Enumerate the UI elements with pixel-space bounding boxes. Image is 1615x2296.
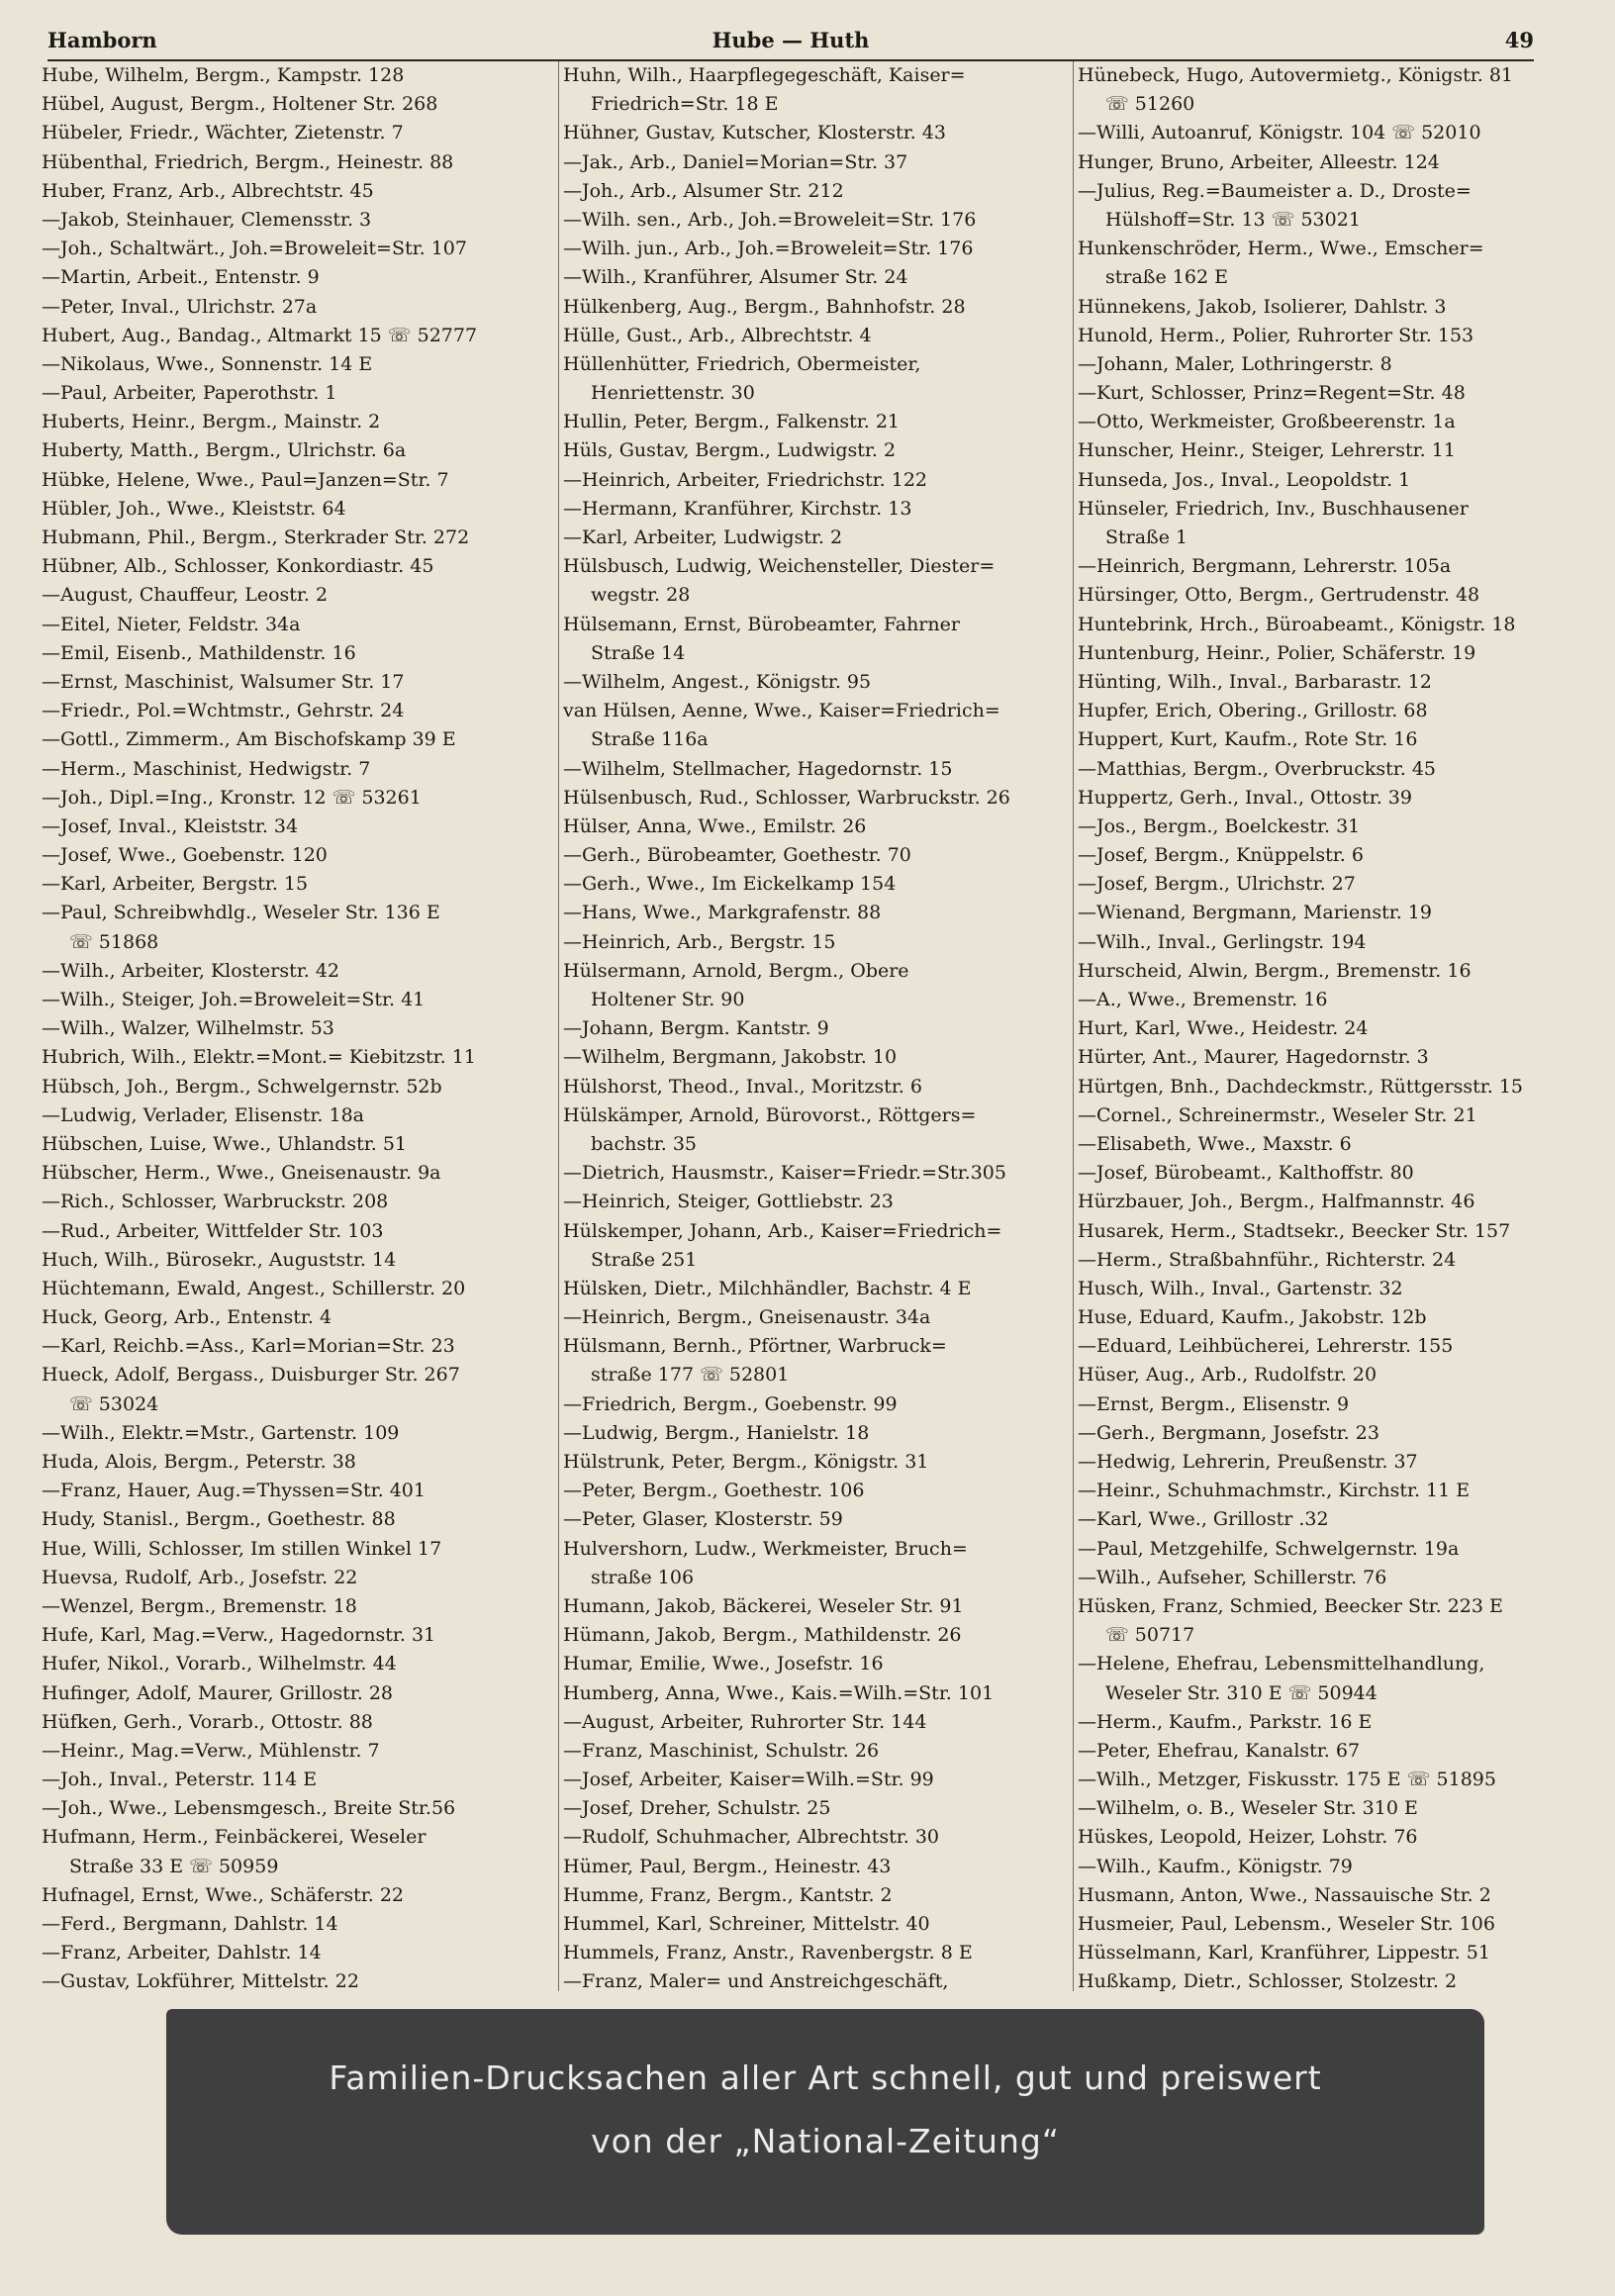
page-header [48, 20, 1534, 61]
directory-entry: Hummel, Karl, Schreiner, Mittelstr. 40 [563, 1913, 930, 1935]
directory-entry: —Josef, Bürobeamt., Kalthoffstr. 80 [1078, 1162, 1414, 1185]
directory-entry: ☏ 51868 [69, 930, 159, 953]
directory-entry: wegstr. 28 [591, 584, 691, 607]
directory-entry: —Heinrich, Arbeiter, Friedrichstr. 122 [563, 468, 927, 491]
directory-entry: Holtener Str. 90 [591, 989, 745, 1010]
directory-entry: —Dietrich, Hausmstr., Kaiser=Friedr.=Str.305 [563, 1162, 1006, 1185]
directory-entry: Hubrich, Wilh., Elektr.=Mont.= Kiebitzstr. 11 [42, 1046, 476, 1069]
directory-entry: —August, Arbeiter, Ruhrorter Str. 144 [563, 1710, 927, 1733]
directory-entry: —Peter, Bergm., Goethestr. 106 [563, 1480, 865, 1502]
directory-entry: Hübeler, Friedr., Wächter, Zietenstr. 7 [42, 122, 404, 144]
directory-entry: —Eduard, Leihbücherei, Lehrerstr. 155 [1078, 1335, 1454, 1358]
directory-entry: Hünseler, Friedrich, Inv., Buschhausener [1078, 497, 1469, 520]
directory-entry: —Gustav, Lokführer, Mittelstr. 22 [42, 1970, 359, 1991]
directory-entry: —Eitel, Nieter, Feldstr. 34a [42, 613, 301, 635]
directory-entry: —Karl, Arbeiter, Ludwigstr. 2 [563, 526, 843, 548]
directory-entry: —Nikolaus, Wwe., Sonnenstr. 14 E [42, 352, 373, 375]
directory-entry: —Friedrich, Bergm., Goebenstr. 99 [563, 1392, 898, 1415]
directory-entry: —Heinr., Schuhmachmstr., Kirchstr. 11 E [1078, 1480, 1471, 1502]
advertisement-line-1: Familien-Drucksachen aller Art schnell, gut und preiswert [329, 2058, 1322, 2097]
directory-entry: —Helene, Ehefrau, Lebensmittelhandlung, [1078, 1653, 1485, 1675]
directory-entry: —Joh., Inval., Peterstr. 114 E [42, 1769, 318, 1791]
directory-entry: —Herm., Straßbahnführ., Richterstr. 24 [1078, 1248, 1457, 1271]
directory-entry: —Heinr., Mag.=Verw., Mühlenstr. 7 [42, 1739, 380, 1762]
directory-entry: —Gerh., Bürobeamter, Goethestr. 70 [563, 844, 911, 867]
directory-entry: —Josef, Arbeiter, Kaiser=Wilh.=Str. 99 [563, 1769, 934, 1791]
directory-entry: Hurt, Karl, Wwe., Heidestr. 24 [1078, 1017, 1369, 1040]
directory-entry: —Jakob, Steinhauer, Clemensstr. 3 [42, 208, 372, 231]
directory-entry: Hummels, Franz, Anstr., Ravenbergstr. 8 E [563, 1942, 973, 1964]
directory-entry: —Wilh., Kranführer, Alsumer Str. 24 [563, 266, 908, 289]
directory-entry: Humberg, Anna, Wwe., Kais.=Wilh.=Str. 101 [563, 1681, 995, 1704]
directory-entry: —Gerh., Bergmann, Josefstr. 23 [1078, 1421, 1379, 1444]
directory-entry: —Hermann, Kranführer, Kirchstr. 13 [563, 497, 912, 520]
directory-entry: —Martin, Arbeit., Entenstr. 9 [42, 266, 320, 289]
directory-entry: Hürsinger, Otto, Bergm., Gertrudenstr. 48 [1078, 584, 1480, 607]
directory-entry: —Herm., Kaufm., Parkstr. 16 E [1078, 1710, 1373, 1733]
directory-entry: Hulvershorn, Ludw., Werkmeister, Bruch= [563, 1537, 968, 1560]
directory-entry: —Rich., Schlosser, Warbruckstr. 208 [42, 1191, 389, 1213]
directory-entry: Hürtgen, Bnh., Dachdeckmstr., Rüttgersstr. 15 [1078, 1075, 1524, 1098]
directory-entry: straße 106 [591, 1566, 695, 1588]
directory-entry: —Willi, Autoanruf, Königstr. 104 ☏ 52010 [1078, 122, 1481, 144]
directory-entry: —Wilhelm, Angest., Königstr. 95 [563, 670, 872, 693]
column-3 [1073, 61, 1539, 1991]
directory-entry: Hubert, Aug., Bandag., Altmarkt 15 ☏ 52777 [42, 324, 478, 346]
directory-entry: —Ernst, Bergm., Elisenstr. 9 [1078, 1392, 1350, 1415]
directory-entry: —Wilh., Kaufm., Königstr. 79 [1078, 1855, 1353, 1877]
directory-entry: Friedrich=Str. 18 E [591, 93, 779, 116]
directory-entry: Hülsenbusch, Rud., Schlosser, Warbruckstr. 26 [563, 786, 1010, 809]
directory-entry: —Heinrich, Arb., Bergstr. 15 [563, 930, 836, 953]
directory-entry: —Julius, Reg.=Baumeister a. D., Droste= [1078, 179, 1472, 202]
directory-entry: Hümann, Jakob, Bergm., Mathildenstr. 26 [563, 1624, 962, 1647]
directory-entry: Huppert, Kurt, Kaufm., Rote Str. 16 [1078, 728, 1418, 751]
directory-entry: Huberty, Matth., Bergm., Ulrichstr. 6a [42, 439, 407, 462]
directory-entry: Hunger, Bruno, Arbeiter, Alleestr. 124 [1078, 150, 1440, 173]
directory-entry: Hüskes, Leopold, Heizer, Lohstr. 76 [1078, 1826, 1418, 1849]
directory-entry: —Wilh. jun., Arb., Joh.=Broweleit=Str. 176 [563, 238, 974, 260]
directory-entry: —Emil, Eisenb., Mathildenstr. 16 [42, 641, 356, 664]
directory-entry: Hufinger, Adolf, Maurer, Grillostr. 28 [42, 1681, 394, 1704]
directory-entry: ☏ 50717 [1105, 1624, 1195, 1647]
directory-entry: —A., Wwe., Bremenstr. 16 [1078, 989, 1328, 1010]
page-number: 49 [1504, 28, 1534, 52]
directory-entry: —Rud., Arbeiter, Wittfelder Str. 103 [42, 1219, 384, 1242]
directory-entry: —Peter, Glaser, Klosterstr. 59 [563, 1508, 843, 1531]
directory-entry: —Franz, Arbeiter, Dahlstr. 14 [42, 1942, 322, 1964]
column-1 [42, 61, 546, 1991]
directory-entry: Weseler Str. 310 E ☏ 50944 [1105, 1681, 1378, 1704]
directory-entry: Huck, Georg, Arb., Entenstr. 4 [42, 1306, 332, 1329]
directory-entry: —Heinrich, Steiger, Gottliebstr. 23 [563, 1191, 894, 1213]
directory-entry: —Wilh., Aufseher, Schillerstr. 76 [1078, 1566, 1387, 1588]
directory-entry: Straße 14 [591, 641, 686, 664]
directory-entry: Hünebeck, Hugo, Autovermietg., Königstr. 81 [1078, 64, 1513, 86]
directory-entry: bachstr. 35 [591, 1132, 698, 1155]
directory-entry: Hülkenberg, Aug., Bergm., Bahnhofstr. 28 [563, 295, 966, 318]
directory-entry: Hülsbusch, Ludwig, Weichensteller, Diester= [563, 555, 996, 578]
directory-entry: Huevsa, Rudolf, Arb., Josefstr. 22 [42, 1566, 358, 1588]
directory-entry: —Joh., Wwe., Lebensmgesch., Breite Str.56 [42, 1797, 456, 1820]
directory-entry: —Wilh., Inval., Gerlingstr. 194 [1078, 930, 1367, 953]
directory-entry: Hübner, Alb., Schlosser, Konkordiastr. 45 [42, 555, 434, 578]
directory-entry: Hülstrunk, Peter, Bergm., Königstr. 31 [563, 1451, 929, 1473]
directory-entry: Hube, Wilhelm, Bergm., Kampstr. 128 [42, 64, 405, 86]
directory-entry: —Otto, Werkmeister, Großbeerenstr. 1a [1078, 411, 1456, 433]
directory-entry: Hupfer, Erich, Obering., Grillostr. 68 [1078, 700, 1428, 722]
directory-entry: —Heinrich, Bergm., Gneisenaustr. 34a [563, 1306, 931, 1329]
directory-entry: Hufmann, Herm., Feinbäckerei, Weseler [42, 1826, 427, 1849]
directory-entry: Hübenthal, Friedrich, Bergm., Heinestr. 88 [42, 150, 454, 173]
directory-entry: —Wilh., Walzer, Wilhelmstr. 53 [42, 1017, 334, 1040]
directory-entry: —Wienand, Bergmann, Marienstr. 19 [1078, 902, 1432, 924]
directory-entry: Huntebrink, Hrch., Büroabeamt., Königstr. 18 [1078, 613, 1516, 635]
directory-entry: —Jos., Bergm., Boelckestr. 31 [1078, 814, 1361, 837]
directory-entry: Hünnekens, Jakob, Isolierer, Dahlstr. 3 [1078, 295, 1447, 318]
directory-entry: Hunscher, Heinr., Steiger, Lehrerstr. 11 [1078, 439, 1456, 462]
directory-entry: —Johann, Maler, Lothringerstr. 8 [1078, 352, 1392, 375]
directory-entry: —Ferd., Bergmann, Dahlstr. 14 [42, 1913, 338, 1935]
directory-entry: —Karl, Arbeiter, Bergstr. 15 [42, 873, 309, 896]
directory-entry: Hullin, Peter, Bergm., Falkenstr. 21 [563, 411, 900, 433]
header-range: Hube — Huth [712, 28, 870, 52]
directory-entry: —Franz, Maler= und Anstreichgeschäft, [563, 1970, 949, 1991]
column-2 [558, 61, 1064, 1991]
directory-entry: Hülle, Gust., Arb., Albrechtstr. 4 [563, 324, 872, 346]
directory-entry: Hudy, Stanisl., Bergm., Goethestr. 88 [42, 1508, 396, 1531]
directory-entry: Hüsken, Franz, Schmied, Beecker Str. 223 E [1078, 1594, 1503, 1617]
directory-entry: —Wilh., Elektr.=Mstr., Gartenstr. 109 [42, 1421, 400, 1444]
directory-entry: —Franz, Hauer, Aug.=Thyssen=Str. 401 [42, 1480, 426, 1502]
directory-entry: Straße 116a [591, 728, 709, 751]
directory-entry: —Rudolf, Schuhmacher, Albrechtstr. 30 [563, 1826, 939, 1849]
directory-entry: —Paul, Arbeiter, Paperothstr. 1 [42, 382, 337, 405]
directory-entry: Huberts, Heinr., Bergm., Mainstr. 2 [42, 411, 381, 433]
directory-entry: Hünting, Wilh., Inval., Barbarastr. 12 [1078, 670, 1432, 693]
directory-entry: —Karl, Wwe., Grillostr .32 [1078, 1508, 1329, 1531]
directory-entry: Husmann, Anton, Wwe., Nassauische Str. 2 [1078, 1883, 1491, 1906]
directory-entry: Huch, Wilh., Bürosekr., Auguststr. 14 [42, 1248, 397, 1271]
directory-entry: ☏ 51260 [1105, 93, 1195, 116]
directory-entry: —Josef, Bergm., Ulrichstr. 27 [1078, 873, 1356, 896]
directory-entry: Hülsermann, Arnold, Bergm., Obere [563, 959, 909, 982]
directory-entry: Hülshoff=Str. 13 ☏ 53021 [1105, 208, 1361, 231]
directory-entry: —Friedr., Pol.=Wchtmstr., Gehrstr. 24 [42, 700, 405, 722]
directory-entry: Huda, Alois, Bergm., Peterstr. 38 [42, 1451, 356, 1473]
directory-entry: Husarek, Herm., Stadtsekr., Beecker Str. 157 [1078, 1219, 1511, 1242]
directory-entry: —Wenzel, Bergm., Bremenstr. 18 [42, 1594, 357, 1617]
directory-entry: van Hülsen, Aenne, Wwe., Kaiser=Friedrich= [563, 700, 1000, 722]
directory-entry: Hühner, Gustav, Kutscher, Klosterstr. 43 [563, 122, 946, 144]
directory-entry: Hübschen, Luise, Wwe., Uhlandstr. 51 [42, 1132, 408, 1155]
directory-entry: —Paul, Schreibwhdlg., Weseler Str. 136 E [42, 902, 440, 924]
directory-entry: Hülskemper, Johann, Arb., Kaiser=Friedrich= [563, 1219, 1002, 1242]
directory-entry: Hüchtemann, Ewald, Angest., Schillerstr. 20 [42, 1277, 466, 1299]
directory-entry: Henriettenstr. 30 [591, 382, 755, 405]
directory-entry: —Josef, Inval., Kleiststr. 34 [42, 814, 299, 837]
directory-entry: Hübscher, Herm., Wwe., Gneisenaustr. 9a [42, 1162, 441, 1185]
directory-entry: —Cornel., Schreinermstr., Weseler Str. 21 [1078, 1103, 1477, 1126]
directory-entry: —Joh., Arb., Alsumer Str. 212 [563, 179, 844, 202]
directory-entry: —Peter, Inval., Ulrichstr. 27a [42, 295, 318, 318]
directory-entry: Huntenburg, Heinr., Polier, Schäferstr. 19 [1078, 641, 1476, 664]
directory-entry: —Ludwig, Verlader, Elisenstr. 18a [42, 1103, 365, 1126]
directory-entry: Straße 1 [1105, 526, 1188, 548]
directory-entry: straße 177 ☏ 52801 [591, 1364, 790, 1387]
directory-entry: —Wilhelm, Stellmacher, Hagedornstr. 15 [563, 757, 953, 780]
directory-entry: Husmeier, Paul, Lebensm., Weseler Str. 106 [1078, 1913, 1495, 1935]
directory-entry: Hübel, August, Bergm., Holtener Str. 268 [42, 93, 438, 116]
directory-entry: Hufer, Nikol., Vorarb., Wilhelmstr. 44 [42, 1653, 397, 1675]
directory-entry: —Wilh., Steiger, Joh.=Broweleit=Str. 41 [42, 989, 426, 1010]
directory-entry: —Herm., Maschinist, Hedwigstr. 7 [42, 757, 371, 780]
directory-entry: straße 162 E [1105, 266, 1228, 289]
advertisement-banner [166, 2009, 1484, 2235]
directory-entry: Hüsselmann, Karl, Kranführer, Lippestr. 51 [1078, 1942, 1490, 1964]
directory-entry: Hunold, Herm., Polier, Ruhrorter Str. 153 [1078, 324, 1474, 346]
directory-entry: Hülsmann, Bernh., Pförtner, Warbruck= [563, 1335, 947, 1358]
directory-entry: Humar, Emilie, Wwe., Josefstr. 16 [563, 1653, 884, 1675]
directory-entry: Hüls, Gustav, Bergm., Ludwigstr. 2 [563, 439, 897, 462]
directory-entry: —Joh., Schaltwärt., Joh.=Broweleit=Str. 107 [42, 238, 467, 260]
directory-entry: —Kurt, Schlosser, Prinz=Regent=Str. 48 [1078, 382, 1466, 405]
directory-entry: —Paul, Metzgehilfe, Schwelgernstr. 19a [1078, 1537, 1460, 1560]
directory-entry: —Wilhelm, o. B., Weseler Str. 310 E [1078, 1797, 1418, 1820]
directory-entry: —Wilh. sen., Arb., Joh.=Broweleit=Str. 176 [563, 208, 977, 231]
directory-entry: Hurscheid, Alwin, Bergm., Bremenstr. 16 [1078, 959, 1472, 982]
directory-entry: —Jak., Arb., Daniel=Morian=Str. 37 [563, 150, 908, 173]
directory-entry: —Matthias, Bergm., Overbruckstr. 45 [1078, 757, 1437, 780]
directory-entry: Hüser, Aug., Arb., Rudolfstr. 20 [1078, 1364, 1378, 1387]
directory-entry: Hufe, Karl, Mag.=Verw., Hagedornstr. 31 [42, 1624, 436, 1647]
directory-columns [42, 61, 1538, 1991]
directory-entry: Hußkamp, Dietr., Schlosser, Stolzestr. 2 [1078, 1970, 1458, 1991]
directory-entry: —Gottl., Zimmerm., Am Bischofskamp 39 E [42, 728, 456, 751]
directory-entry: —Peter, Ehefrau, Kanalstr. 67 [1078, 1739, 1361, 1762]
directory-entry: Hüllenhütter, Friedrich, Obermeister, [563, 352, 921, 375]
directory-entry: Huber, Franz, Arb., Albrechtstr. 45 [42, 179, 374, 202]
directory-entry: Hülskämper, Arnold, Bürovorst., Röttgers= [563, 1103, 977, 1126]
directory-entry: —Josef, Wwe., Goebenstr. 120 [42, 844, 328, 867]
directory-entry: Straße 33 E ☏ 50959 [69, 1855, 279, 1877]
directory-entry: —Johann, Bergm. Kantstr. 9 [563, 1017, 829, 1040]
directory-entry: Hülsken, Dietr., Milchhändler, Bachstr. 4 E [563, 1277, 972, 1299]
directory-entry: Hürzbauer, Joh., Bergm., Halfmannstr. 46 [1078, 1191, 1475, 1213]
directory-entry: —Wilh., Metzger, Fiskusstr. 175 E ☏ 51895 [1078, 1769, 1496, 1791]
directory-entry: —Karl, Reichb.=Ass., Karl=Morian=Str. 23 [42, 1335, 455, 1358]
directory-entry: Humme, Franz, Bergm., Kantstr. 2 [563, 1883, 893, 1906]
directory-entry: Huhn, Wilh., Haarpflegegeschäft, Kaiser= [563, 64, 966, 86]
directory-entry: —Josef, Bergm., Knüppelstr. 6 [1078, 844, 1364, 867]
directory-entry: —Ernst, Maschinist, Walsumer Str. 17 [42, 670, 405, 693]
directory-entry: Husch, Wilh., Inval., Gartenstr. 32 [1078, 1277, 1403, 1299]
directory-entry: Hueck, Adolf, Bergass., Duisburger Str. 267 [42, 1364, 460, 1387]
directory-entry: —August, Chauffeur, Leostr. 2 [42, 584, 329, 607]
directory-entry: —Ludwig, Bergm., Hanielstr. 18 [563, 1421, 870, 1444]
directory-entry: Hülser, Anna, Wwe., Emilstr. 26 [563, 814, 867, 837]
directory-entry: Hubmann, Phil., Bergm., Sterkrader Str. 272 [42, 526, 470, 548]
directory-entry: —Elisabeth, Wwe., Maxstr. 6 [1078, 1132, 1352, 1155]
directory-entry: Hülshorst, Theod., Inval., Moritzstr. 6 [563, 1075, 922, 1098]
directory-entry: Straße 251 [591, 1248, 698, 1271]
directory-entry: Humann, Jakob, Bäckerei, Weseler Str. 91 [563, 1594, 964, 1617]
directory-entry: Hübler, Joh., Wwe., Kleiststr. 64 [42, 497, 346, 520]
directory-entry: —Gerh., Wwe., Im Eickelkamp 154 [563, 873, 897, 896]
directory-entry: Hübsch, Joh., Bergm., Schwelgernstr. 52b [42, 1075, 442, 1098]
directory-entry: —Franz, Maschinist, Schulstr. 26 [563, 1739, 880, 1762]
directory-entry: —Joh., Dipl.=Ing., Kronstr. 12 ☏ 53261 [42, 786, 422, 809]
directory-entry: Hürter, Ant., Maurer, Hagedornstr. 3 [1078, 1046, 1429, 1069]
directory-entry: ☏ 53024 [69, 1392, 159, 1415]
directory-entry: —Wilh., Arbeiter, Klosterstr. 42 [42, 959, 340, 982]
directory-entry: —Josef, Dreher, Schulstr. 25 [563, 1797, 831, 1820]
directory-entry: Hüfken, Gerh., Vorarb., Ottostr. 88 [42, 1710, 373, 1733]
directory-entry: Hübke, Helene, Wwe., Paul=Janzen=Str. 7 [42, 468, 449, 491]
directory-entry: Huppertz, Gerh., Inval., Ottostr. 39 [1078, 786, 1412, 809]
directory-entry: Hunseda, Jos., Inval., Leopoldstr. 1 [1078, 468, 1411, 491]
directory-entry: Hunkenschröder, Herm., Wwe., Emscher= [1078, 238, 1484, 260]
advertisement-line-2: von der „National-Zeitung“ [591, 2122, 1060, 2160]
directory-entry: Hue, Willi, Schlosser, Im stillen Winkel 17 [42, 1537, 442, 1560]
directory-entry: Huse, Eduard, Kaufm., Jakobstr. 12b [1078, 1306, 1427, 1329]
directory-entry: —Hedwig, Lehrerin, Preußenstr. 37 [1078, 1451, 1418, 1473]
directory-entry: —Hans, Wwe., Markgrafenstr. 88 [563, 902, 882, 924]
directory-entry: —Heinrich, Bergmann, Lehrerstr. 105a [1078, 555, 1452, 578]
directory-entry: Hümer, Paul, Bergm., Heinestr. 43 [563, 1855, 892, 1877]
header-city: Hamborn [48, 28, 157, 52]
directory-entry: Hülsemann, Ernst, Bürobeamter, Fahrner [563, 613, 960, 635]
directory-entry: Hufnagel, Ernst, Wwe., Schäferstr. 22 [42, 1883, 404, 1906]
directory-entry: —Wilhelm, Bergmann, Jakobstr. 10 [563, 1046, 898, 1069]
